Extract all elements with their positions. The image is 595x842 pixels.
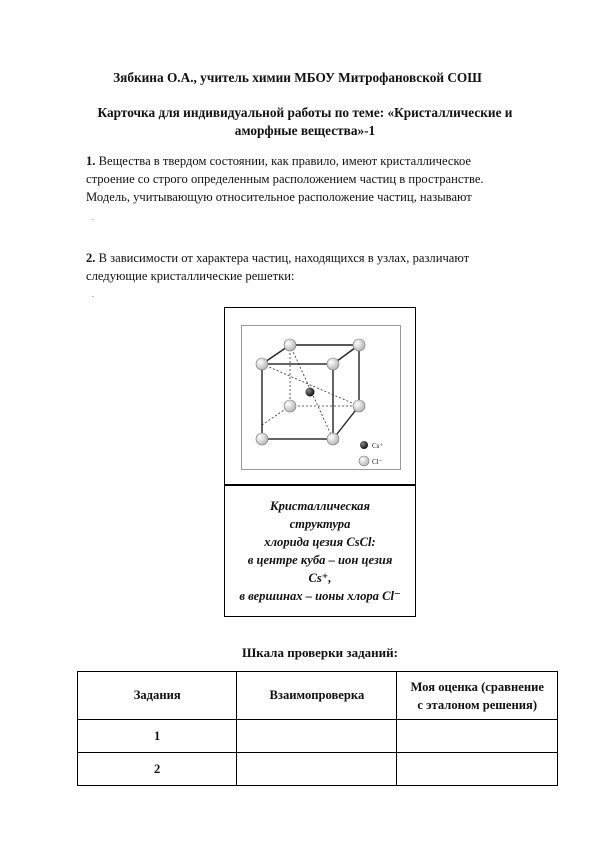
table-row: [78, 720, 558, 753]
task-1-line3: Модель, учитывающую относительное расположение частиц, называют: [86, 190, 472, 204]
cscl-lattice-diagram: [242, 326, 400, 469]
cl-ion: [327, 433, 339, 445]
task-1-line2: строение со строго определенным расположением частиц в пространстве.: [86, 172, 484, 186]
scale-title: Шкала проверки заданий:: [242, 645, 398, 660]
row-task-number: 2: [78, 753, 237, 786]
peer-review-cell[interactable]: [237, 753, 397, 786]
header-my-grade-line2: с эталоном решения): [417, 697, 538, 712]
my-grade-cell[interactable]: [397, 720, 558, 753]
header-peer-review: Взаимопроверка: [237, 672, 397, 720]
task-1-number: 1.: [86, 154, 96, 168]
my-grade-cell[interactable]: [397, 753, 558, 786]
task-1-line1: [86, 152, 531, 170]
task-1-answer-marker: .: [92, 213, 94, 222]
cl-ion: [256, 358, 268, 370]
task-2-text1: В зависимости от характера частиц, находящихся в узлах, различают: [95, 251, 470, 265]
figure-box: [224, 307, 416, 485]
legend-cl-marker: [359, 456, 369, 466]
cl-ion: [353, 339, 365, 351]
author-line: Зябкина О.А., учитель химии МБОУ Митрофановской СОШ: [113, 70, 482, 85]
caption-line3: хлорида цезия CsCl:: [264, 535, 376, 549]
task-1-text1: Вещества в твердом состоянии, как правило, имеют кристаллическое: [95, 154, 471, 168]
caption-line2: структура: [289, 517, 351, 531]
figure-caption: [224, 485, 416, 617]
task-2: [86, 249, 531, 285]
task-2-number: 2.: [86, 251, 96, 265]
header-my-grade: [397, 672, 558, 720]
grading-table-header: [78, 672, 558, 720]
cscl-lattice-figure: [241, 325, 401, 470]
table-row: [78, 753, 558, 786]
cl-ion: [284, 339, 296, 351]
task-2-answer-marker: .: [92, 290, 94, 299]
legend-cl-label: Cl⁻: [372, 458, 383, 466]
legend-cs-label: Cs⁺: [372, 442, 384, 450]
grading-table: [77, 671, 558, 786]
task-2-line2: следующие кристаллические решетки:: [86, 269, 295, 283]
caption-line5: Cs⁺,: [308, 571, 332, 585]
card-title: [80, 104, 530, 140]
header-tasks: Задания: [78, 672, 237, 720]
task-1: [86, 152, 531, 206]
task-2-line1: [86, 249, 531, 267]
card-title-line1: Карточка для индивидуальной работы по теме: «Кристаллические и: [97, 105, 513, 120]
header-my-grade-line1: Моя оценка (сравнение: [410, 679, 544, 694]
cl-ion: [353, 400, 365, 412]
cl-ion: [284, 400, 296, 412]
caption-line4: в центре куба – ион цезия: [247, 553, 393, 567]
row-task-number: 1: [78, 720, 237, 753]
cl-ion: [256, 433, 268, 445]
cs-ion: [306, 388, 315, 397]
peer-review-cell[interactable]: [237, 720, 397, 753]
cl-ion: [327, 358, 339, 370]
card-title-line2: аморфные вещества»-1: [234, 123, 376, 138]
caption-line1: Кристаллическая: [270, 499, 370, 513]
legend-cs-marker: [360, 441, 368, 449]
caption-line6: в вершинах – ионы хлора Cl⁻: [239, 589, 401, 603]
